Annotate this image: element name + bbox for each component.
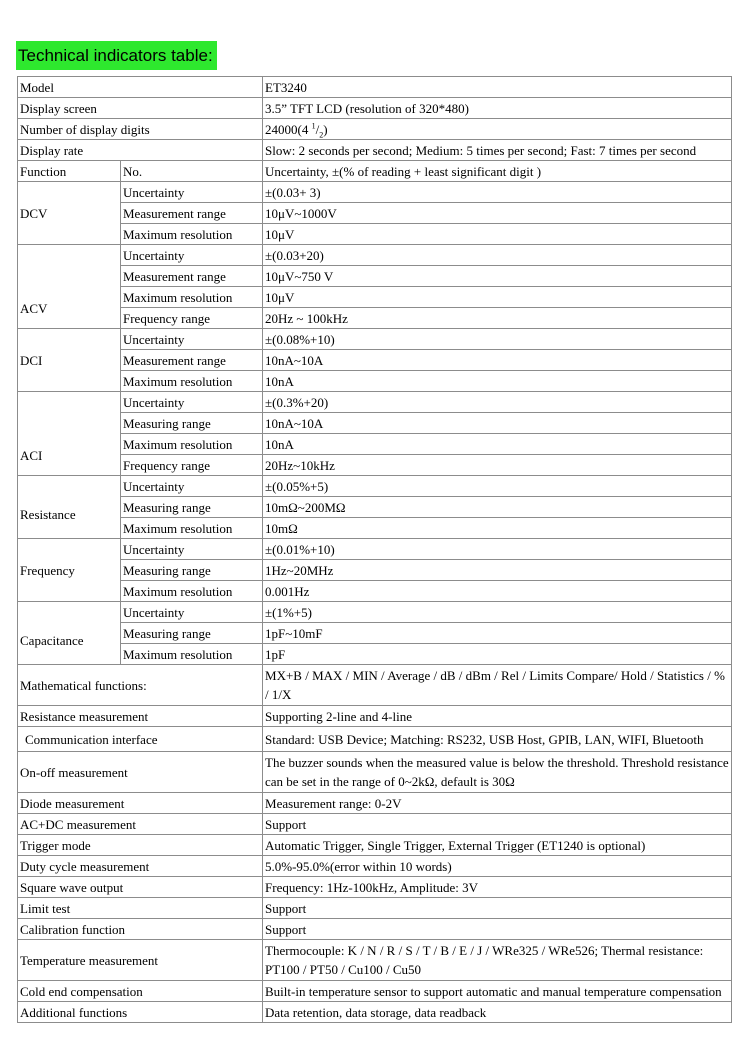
table-row — [18, 706, 732, 727]
digits-end: ) — [323, 121, 328, 137]
row-value: Supporting 2-line and 4-line — [263, 706, 732, 727]
item-value: 10μV — [263, 287, 732, 308]
item-name: Measuring range — [121, 497, 263, 518]
row-value: Data retention, data storage, data readback — [263, 1002, 732, 1023]
item-name: Maximum resolution — [121, 644, 263, 665]
row-label: Calibration function — [18, 919, 263, 940]
row-value: Measurement range: 0-2V — [263, 793, 732, 814]
group-label: Resistance — [18, 476, 121, 539]
row-label: Model — [18, 77, 263, 98]
table-row — [18, 940, 732, 981]
item-name: Uncertainty — [121, 329, 263, 350]
table-row — [18, 919, 732, 940]
row-label: Mathematical functions: — [18, 665, 263, 706]
item-value: ±(1%+5) — [263, 602, 732, 623]
table-row — [18, 793, 732, 814]
table-row — [18, 77, 732, 98]
table-row — [18, 476, 732, 497]
item-value: 20Hz~10kHz — [263, 455, 732, 476]
table-row — [18, 161, 732, 182]
table-row — [18, 981, 732, 1002]
row-value: Support — [263, 919, 732, 940]
table-row — [18, 752, 732, 793]
item-value: 10μV~750 V — [263, 266, 732, 287]
table-row — [18, 329, 732, 350]
item-name: Uncertainty — [121, 602, 263, 623]
item-name: Frequency range — [121, 308, 263, 329]
row-sublabel: No. — [121, 161, 263, 182]
item-name: Maximum resolution — [121, 518, 263, 539]
row-label: Temperature measurement — [18, 940, 263, 981]
row-label: Diode measurement — [18, 793, 263, 814]
row-value: The buzzer sounds when the measured value is below the threshold. Threshold resistance can be set in the range of 0~2kΩ, default is 30Ω — [263, 752, 732, 793]
row-label: On-off measurement — [18, 752, 263, 793]
item-value: 10μV~1000V — [263, 203, 732, 224]
row-value: Frequency: 1Hz-100kHz, Amplitude: 3V — [263, 877, 732, 898]
table-row — [18, 560, 732, 581]
table-row — [18, 182, 732, 203]
item-name: Measuring range — [121, 413, 263, 434]
row-value: Standard: USB Device; Matching: RS232, USB Host, GPIB, LAN, WIFI, Bluetooth — [263, 727, 732, 752]
table-row — [18, 1002, 732, 1023]
item-name: Uncertainty — [121, 392, 263, 413]
row-value: Support — [263, 814, 732, 835]
group-label: ACI — [18, 392, 121, 476]
item-value: 1pF — [263, 644, 732, 665]
group-label: DCI — [18, 329, 121, 392]
table-row — [18, 497, 732, 518]
row-label: AC+DC measurement — [18, 814, 263, 835]
fraction-denominator: 2 — [319, 130, 324, 140]
item-name: Measurement range — [121, 266, 263, 287]
row-value: 3.5” TFT LCD (resolution of 320*480) — [263, 98, 732, 119]
row-value: Slow: 2 seconds per second; Medium: 5 times per second; Fast: 7 times per second — [263, 140, 732, 161]
item-name: Maximum resolution — [121, 287, 263, 308]
table-row — [18, 245, 732, 266]
item-name: Uncertainty — [121, 476, 263, 497]
fraction-numerator: 1 — [311, 121, 316, 131]
item-name: Uncertainty — [121, 539, 263, 560]
item-name: Uncertainty — [121, 245, 263, 266]
digits-main: 24000(4 — [265, 121, 312, 137]
item-name: Measuring range — [121, 623, 263, 644]
item-name: Maximum resolution — [121, 224, 263, 245]
item-value: 1Hz~20MHz — [263, 560, 732, 581]
item-value: ±(0.01%+10) — [263, 539, 732, 560]
item-name: Measurement range — [121, 350, 263, 371]
fraction-slash: / — [315, 121, 320, 137]
table-row — [18, 371, 732, 392]
row-value: ET3240 — [263, 77, 732, 98]
item-value: ±(0.08%+10) — [263, 329, 732, 350]
row-value: 5.0%-95.0%(error within 10 words) — [263, 856, 732, 877]
table-row — [18, 518, 732, 539]
table-row — [18, 98, 732, 119]
group-label: Frequency — [18, 539, 121, 602]
item-value: 1pF~10mF — [263, 623, 732, 644]
table-row — [18, 119, 732, 140]
row-value: Thermocouple: K / N / R / S / T / B / E / J / WRe325 / WRe526; Thermal resistance: PT100 / PT50 / Cu100 / Cu50 — [263, 940, 732, 981]
row-label: Trigger mode — [18, 835, 263, 856]
item-value: 10μV — [263, 224, 732, 245]
item-value: ±(0.3%+20) — [263, 392, 732, 413]
table-row — [18, 727, 732, 752]
table-row — [18, 287, 732, 308]
row-value: Automatic Trigger, Single Trigger, External Trigger (ET1240 is optional) — [263, 835, 732, 856]
table-row — [18, 835, 732, 856]
row-value: Support — [263, 898, 732, 919]
table-row — [18, 898, 732, 919]
item-name: Measuring range — [121, 560, 263, 581]
group-label: ACV — [18, 245, 121, 329]
group-label: Capacitance — [18, 602, 121, 665]
row-label: Number of display digits — [18, 119, 263, 140]
row-label: Square wave output — [18, 877, 263, 898]
item-value: 10nA~10A — [263, 350, 732, 371]
table-row — [18, 644, 732, 665]
table-row — [18, 224, 732, 245]
item-value: 10nA~10A — [263, 413, 732, 434]
row-label: Duty cycle measurement — [18, 856, 263, 877]
table-row — [18, 856, 732, 877]
row-label: Function — [18, 161, 121, 182]
table-row — [18, 665, 732, 706]
table-row — [18, 602, 732, 623]
item-value: 20Hz ~ 100kHz — [263, 308, 732, 329]
item-value: 10nA — [263, 371, 732, 392]
table-row — [18, 392, 732, 413]
table-row — [18, 350, 732, 371]
row-label: Display screen — [18, 98, 263, 119]
row-label: Communication interface — [18, 727, 263, 752]
item-value: 10mΩ~200MΩ — [263, 497, 732, 518]
item-name: Uncertainty — [121, 182, 263, 203]
row-value — [263, 119, 732, 140]
row-label: Limit test — [18, 898, 263, 919]
item-value: 0.001Hz — [263, 581, 732, 602]
row-value: Uncertainty, ±(% of reading + least significant digit ) — [263, 161, 732, 182]
table-row — [18, 623, 732, 644]
spec-table — [17, 76, 732, 1023]
table-row — [18, 203, 732, 224]
page-title: Technical indicators table: — [16, 41, 217, 70]
table-row — [18, 539, 732, 560]
item-value: ±(0.05%+5) — [263, 476, 732, 497]
row-value: Built-in temperature sensor to support automatic and manual temperature compensation — [263, 981, 732, 1002]
table-row — [18, 266, 732, 287]
table-row — [18, 455, 732, 476]
row-label: Resistance measurement — [18, 706, 263, 727]
group-label: DCV — [18, 182, 121, 245]
row-label: Display rate — [18, 140, 263, 161]
item-value: ±(0.03+20) — [263, 245, 732, 266]
item-value: 10mΩ — [263, 518, 732, 539]
table-row — [18, 581, 732, 602]
table-row — [18, 877, 732, 898]
table-row — [18, 814, 732, 835]
row-label: Cold end compensation — [18, 981, 263, 1002]
item-name: Frequency range — [121, 455, 263, 476]
item-value: 10nA — [263, 434, 732, 455]
table-row — [18, 140, 732, 161]
table-row — [18, 434, 732, 455]
row-label: Additional functions — [18, 1002, 263, 1023]
table-row — [18, 413, 732, 434]
item-name: Maximum resolution — [121, 371, 263, 392]
item-value: ±(0.03+ 3) — [263, 182, 732, 203]
item-name: Measurement range — [121, 203, 263, 224]
table-row — [18, 308, 732, 329]
item-name: Maximum resolution — [121, 434, 263, 455]
row-value: MX+B / MAX / MIN / Average / dB / dBm / Rel / Limits Compare/ Hold / Statistics / % / 1/X — [263, 665, 732, 706]
item-name: Maximum resolution — [121, 581, 263, 602]
